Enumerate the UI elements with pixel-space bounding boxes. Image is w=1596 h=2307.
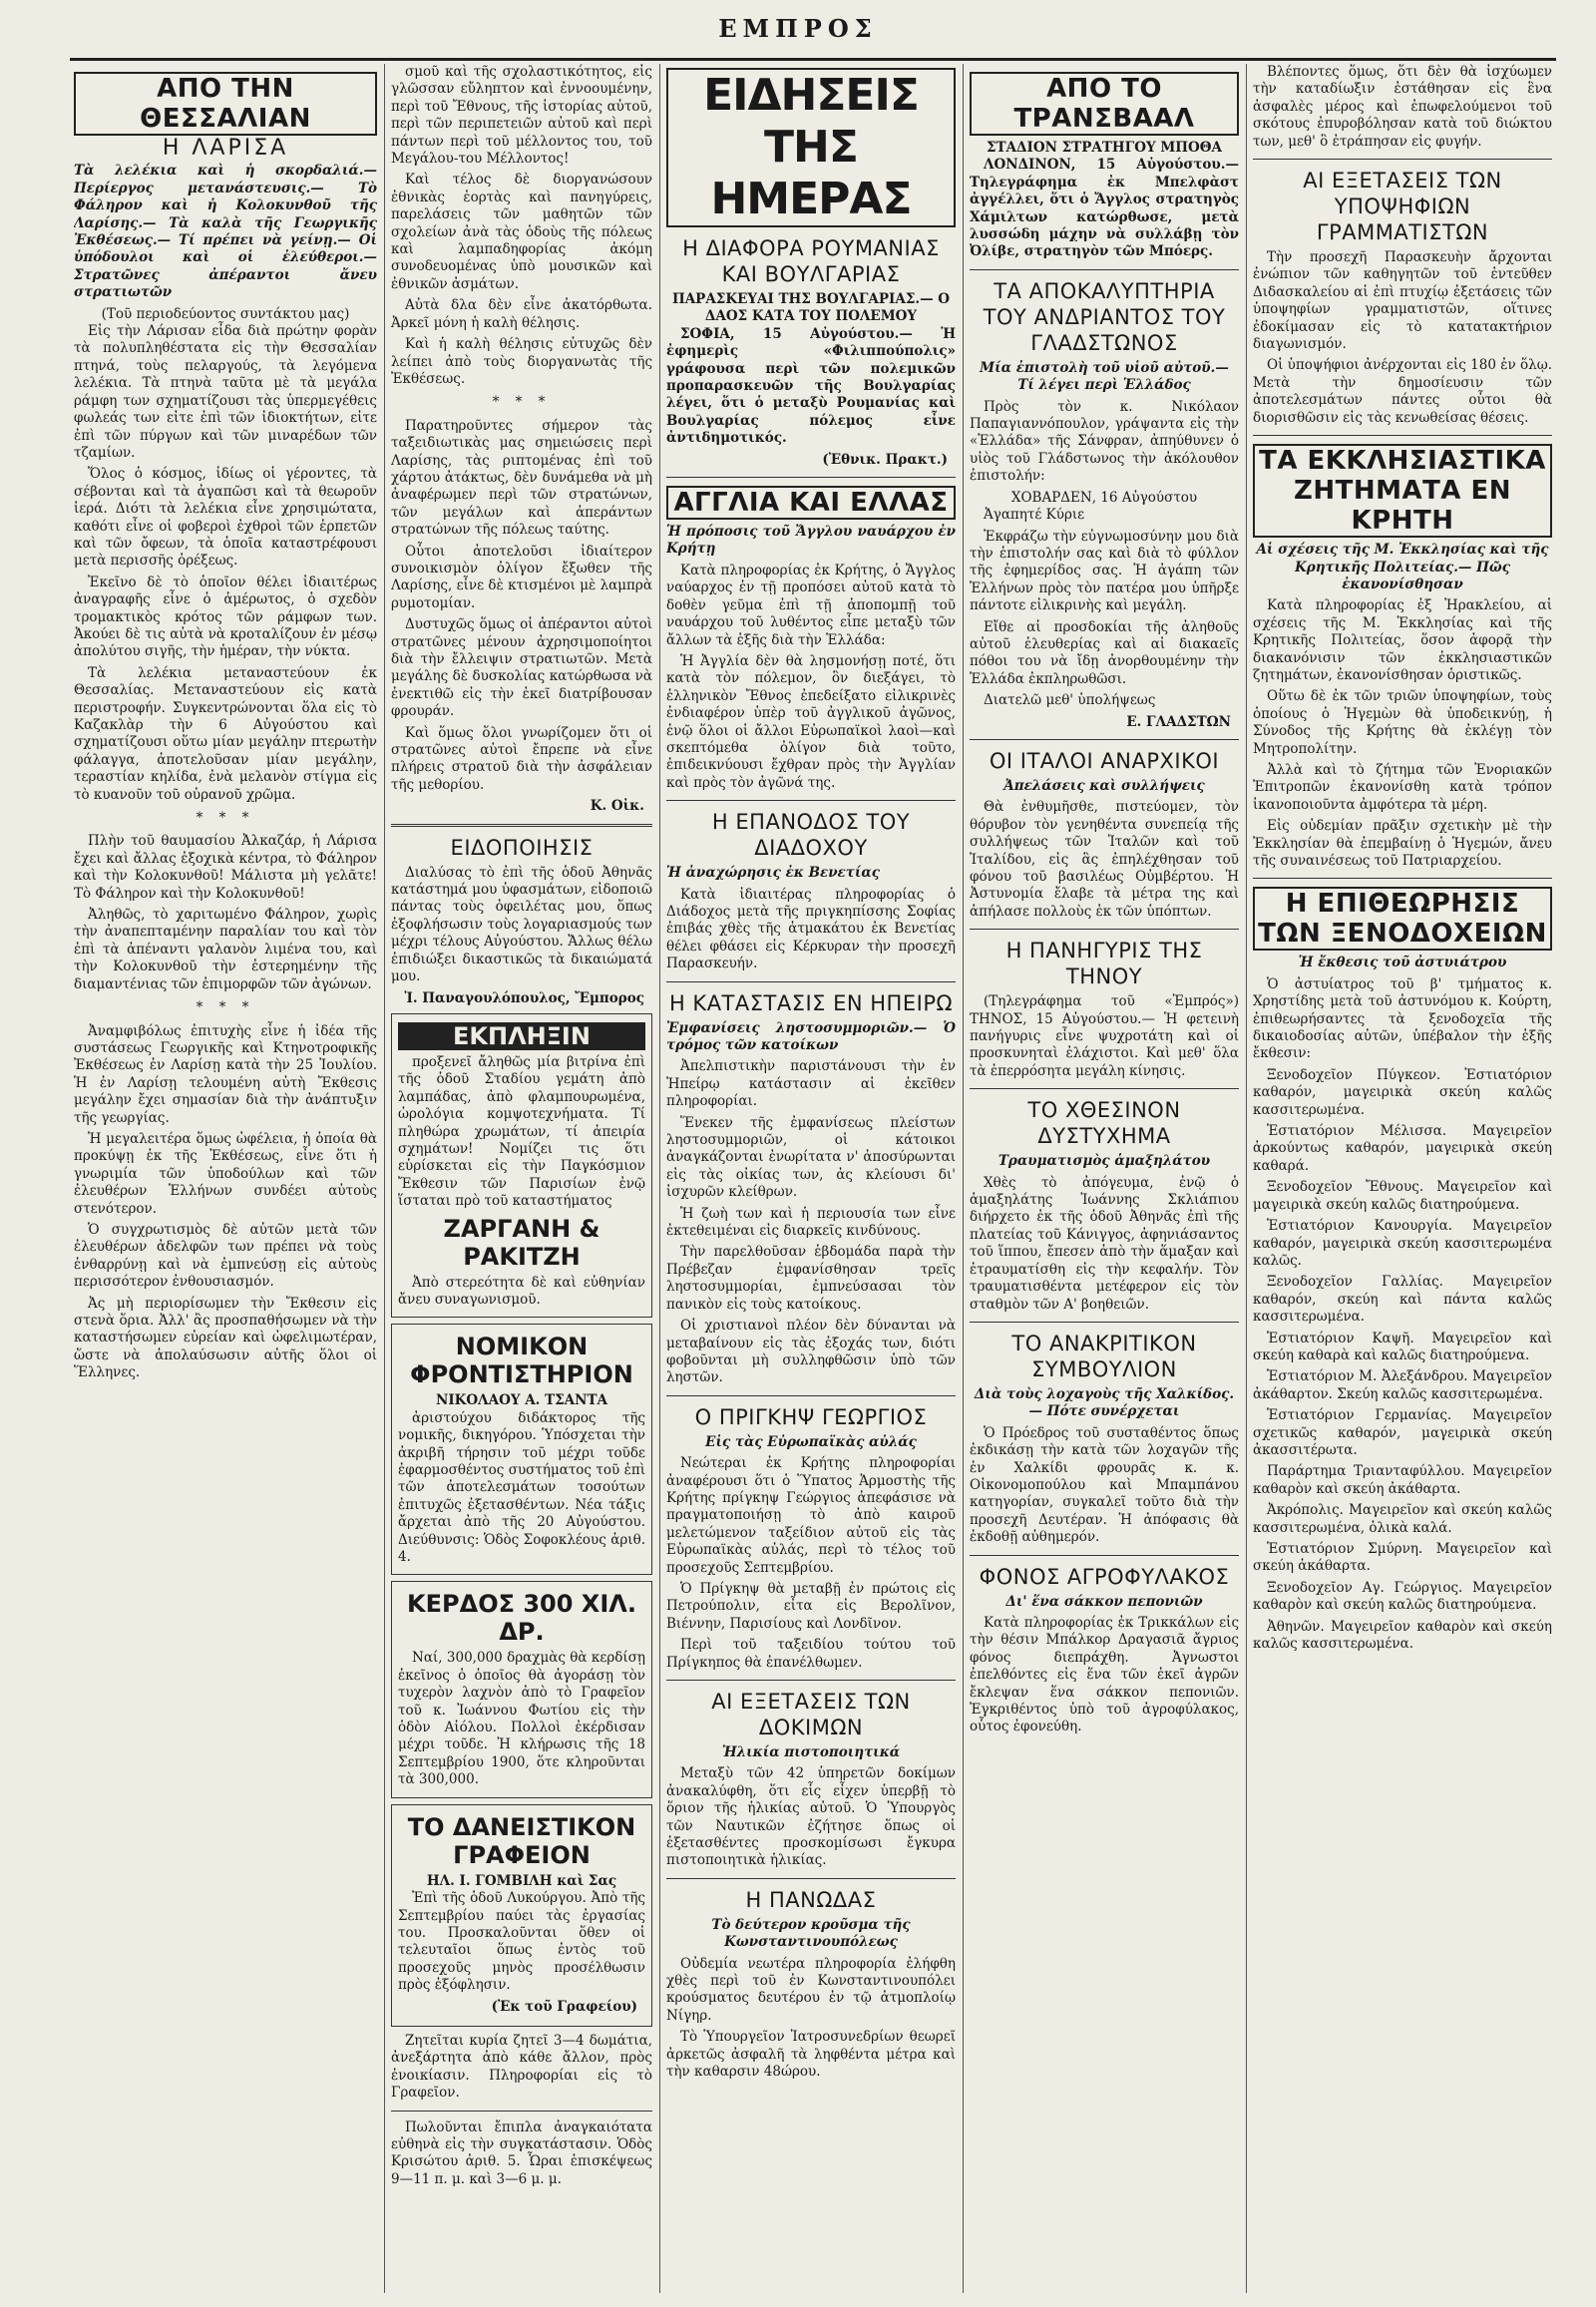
ad-subtitle: ΗΛ. Ι. ΓΟΜΒΙΛΗ καὶ Σας [426, 1872, 617, 1889]
hotel-entry: Ἑστιατόριον Μ. Ἀλεξάνδρου. Μαγειρεῖον ἀκάθαρτον. Σκεύη καλῶς κασσιτερωμένα. [1253, 1368, 1552, 1402]
ad-text: Ἀπὸ στερεότητα δὲ καὶ εὐθηνίαν ἄνευ συναγωνισμοῦ. [398, 1274, 645, 1308]
divider [970, 1322, 1239, 1323]
article-text: Ἕνεκεν τῆς ἐμφανίσεως πλείστων ληστοσυμμοριῶν, οἱ κάτοικοι ἀναγκάζονται ἐνωρίτατα ν' ἀποσύρωνται εἰς τὰς οἰκίας των, ἀς κλείουσι δι' ἰσχυρῶν κλείθρων. [666, 1114, 956, 1201]
column-2 [391, 64, 652, 2293]
hotel-entry: Ἀθηνῶν. Μαγειρεῖον καθαρὸν καὶ σκεύη καλῶς κασσιτερωμένα. [1253, 1618, 1552, 1653]
separator: * * * [196, 810, 255, 827]
advertisement-law-school [391, 1324, 652, 1575]
article-lead: Τὸ δεύτερον κροῦσμα τῆς Κωνσταντινουπόλεως [711, 1916, 911, 1951]
article-text: Οὐδεμία νεωτέρα πληροφορία ἐλήφθη χθὲς περὶ τοῦ ἐν Κωνσταντινουπόλει κρούσματος δευτέρου ἐν τῷ ἀτμοπλοίῳ Νίγηρ. [666, 1955, 956, 2024]
paragraph: Καὶ τέλος δὲ διοργανώσουν ἐθνικὰς ἑορτὰς καὶ πανηγύρεις, παρελάσεις τῶν μαθητῶν τῶν σχολείων ἀνὰ τὰς ὁδοὺς τῆς πόλεως καὶ λαμπαδηφορίας ἀκόμη συνοδευομένας ὑπὸ μουσικῶν καὶ ἐθνικῶν ἀσμάτων. [391, 172, 652, 292]
ad-title: ΚΕΡΔΟΣ 300 ΧΙΛ. ΔΡ. [407, 1590, 636, 1647]
article-text: Περὶ τοῦ ταξειδίου τούτου τοῦ Πρίγκηπος θὰ ἐπανέλθωμεν. [666, 1637, 956, 1671]
ad-title: ΤΟ ΔΑΝΕΙΣΤΙΚΟΝ ΓΡΑΦΕΙΟΝ [407, 1812, 636, 1869]
column-1 [74, 64, 377, 2293]
divider [666, 477, 956, 478]
newspaper-name: ΕΜΠΡΟΣ [718, 14, 878, 43]
article-heading: ΤΟ ΧΘΕΣΙΝΟΝ ΔΥΣΤΥΧΗΜΑ [1027, 1098, 1181, 1149]
article-text: Τὴν παρελθοῦσαν ἑβδομάδα παρὰ τὴν Πρέβεζαν ἐμφανίσθησαν τρεῖς ληστοσυμμορίαι, ἐμπνεύσασαι τὸν πανικὸν εἰς τοὺς κατοίκους. [666, 1244, 956, 1313]
masthead [0, 0, 1596, 58]
paragraph: Βλέποντες ὅμως, ὅτι δὲν θὰ ἰσχύωμεν τὴν καταδίωξιν ἐστάθησαν εἰς ἓνα ἀσφαλὲς μέρος καὶ ἐπωφελούμενοι τοῦ σκότους ἐπυροβόλησαν κατὰ τοῦ διώκτου των, μεθ' ὃ ἐτράπησαν εἰς φυγήν. [1253, 64, 1552, 150]
article-text: Μεταξὺ τῶν 42 ὑπηρετῶν δοκίμων ἀνακαλύφθη, ὅτι εἷς εἶχεν ὑπερβῇ τὸ ὅριον τῆς ἡλικίας αὐτοῦ. Ὁ Ὑπουργὸς τῶν Ναυτικῶν ἐζήτησε ὅπως οἱ ἐξετασθέντες προσκομίσωσι ἔγκυρα πιστοποιητικὰ ἡλικίας. [666, 1765, 956, 1869]
article-text: Εἰς οὐδεμίαν πρᾶξιν σχετικὴν μὲ τὴν Ἐκκλησίαν θὰ ἐπεμβαίνῃ ὁ Ἡγεμών, ἄνευ τῆς συναινέσεως τοῦ Πατριαρχείου. [1253, 818, 1552, 869]
article-text: Ἀπελπιστικὴν παριστάνουσι τὴν ἐν Ἠπείρῳ κατάστασιν αἱ ἐκεῖθεν πληροφορίαι. [666, 1058, 956, 1110]
ad-title: ΖΑΡΓΑΝΗ & ΡΑΚΙΤΖΗ [443, 1214, 600, 1271]
article-lead: Ἡ ἀναχώρησις ἐκ Βενετίας [666, 865, 880, 882]
article-heading: ΦΟΝΟΣ ΑΓΡΟΦΥΛΑΚΟΣ [979, 1564, 1230, 1589]
paragraph: Ὅλος ὁ κόσμος, ἰδίως οἱ γέροντες, τὰ σέβονται καὶ τὰ ἀγαπῶσι καὶ τὰ θεωροῦν ἱερά. Διότι τὰ λελέκια εἶνε χρησιμώτατα, καθότι εἶνε οἱ φοβεροὶ ἐχθροὶ τῶν ἑρπετῶν καὶ τῶν ὄφεων, τὰ ὁποῖα καταστρέφουσι μετὰ περισσῆς ὀρέξεως. [74, 466, 377, 570]
article-lead: Μία ἐπιστολὴ τοῦ υἱοῦ αὐτοῦ.— Τί λέγει περὶ Ἑλλάδος [980, 359, 1229, 394]
article-heading: Η ΕΠΑΝΟΔΟΣ ΤΟΥ ΔΙΑΔΟΧΟΥ [711, 810, 911, 861]
divider [970, 739, 1239, 740]
paragraph: Αὐτὰ δλα δὲν εἶνε ἀκατόρθωτα. Ἀρκεῖ μόνη ἡ καλὴ θέλησις. [391, 297, 652, 331]
paragraph: Ἐκεῖνο δὲ τὸ ὁποῖον θέλει ἰδιαιτέρως ἀναγραφῆς εἶνε ὁ ἀμέρωτος, ὁ σχεδὸν τρομακτικὸς κρότος τῶν ράμφων των. Ἀκούει δὲ τις αὐτὰ νὰ κροταλίζουν ἐν μέσῳ ἀπολύτου σιγῆς, τὴν ἡμέραν, τὴν νύκτα. [74, 574, 377, 660]
article-text: Κατὰ πληροφορίας ἐκ Κρήτης, ὁ Ἄγγλος ναύαρχος ἐν τῇ προπόσει αὐτοῦ κατὰ τὸ δοθὲν γεῦμα ἐπὶ τῇ ἀποπομπῇ τοῦ ναυάρχου τοῦ λυθέντος εἶπε μεταξὺ τῶν ἄλλων τὰ ἑξῆς διὰ τὴν Ἑλλάδα: [666, 562, 956, 648]
article-heading: ΑΠΟ ΤΟ ΤΡΑΝΣΒΑΑΛ [970, 72, 1239, 136]
article-text: Κατὰ ἰδιαιτέρας πληροφορίας ὁ Διάδοχος μετὰ τῆς πριγκηπίσσης Σοφίας ἐπιβάς χθὲς τῆς ἀτμακάτου ἐκ Βενετίας θέλει φθάσει εἰς Κέρκυραν τὴν προσεχῆ Παρασκευήν. [666, 886, 956, 972]
hotel-entry: Ξενοδοχεῖον Γαλλίας. Μαγειρεῖον καθαρόν, σκεύη καὶ πάντα καλῶς κασσιτερωμένα. [1253, 1274, 1552, 1326]
letter-signature: Ε. ΓΛΑΔΣΤΩΝ [1126, 713, 1231, 730]
article-text: ΛΟΝΔΙΝΟΝ, 15 Αὐγούστου.— Τηλεγράφημα ἐκ Μπελφὰστ ἀγγέλλει, ὅτι ὁ Ἄγγλος στρατηγὸς Χάμιλτων κατώρθωσε, μετὰ λυσσώδη μάχην νὰ συλλάβῃ τὸν Ὀλίβε, στρατηγὸν τῶν Μπόερς. [970, 157, 1239, 260]
hotel-entry: Ἑστιατόριον Καψῆ. Μαγειρεῖον καὶ σκεύη καθαρὰ καὶ καλῶς διατηρούμενα. [1253, 1330, 1552, 1363]
paragraph: Ὁ συγχρωτισμὸς δὲ αὐτῶν μετὰ τῶν ἐλευθέρων ἀδελφῶν των πρέπει νὰ τοὺς ἐνθαρρύνῃ καὶ νὰ ἐμπνεύσῃ εἰς αὐτοὺς περισσότερον ἐνθουσιασμόν. [74, 1221, 377, 1291]
divider [1253, 435, 1552, 436]
article-text: Ἡ ζωὴ των καὶ ἡ περιουσία των εἶνε ἐκτεθειμέναι εἰς διαρκεῖς κινδύνους. [666, 1205, 956, 1240]
notice-signature: Ἰ. Παναγουλόπουλος, Ἔμπορος [404, 989, 644, 1006]
article-heading: ΤΑ ΑΠΟΚΑΛΥΠΤΗΡΙΑ ΤΟΥ ΑΝΔΡΙΑΝΤΟΣ ΤΟΥ ΓΛΑΔΣΤΩΝΟΣ [983, 278, 1226, 355]
hotel-entry: Ἑστιατόριον Κανουργία. Μαγειρεῖον καθαρόν, μαγειρικὰ σκεύη κασσιτερωμένα καλῶς. [1253, 1218, 1552, 1269]
article-lead: ΠΑΡΑΣΚΕΥΑΙ ΤΗΣ ΒΟΥΛΓΑΡΙΑΣ.— Ο ΔΑΟΣ ΚΑΤΑ ΤΟΥ ΠΟΛΕΜΟΥ [671, 291, 951, 325]
notice-heading: ΕΙΔΟΠΟΙΗΣΙΣ [450, 835, 594, 860]
divider [970, 1555, 1239, 1556]
divider [666, 1878, 956, 1879]
article-lead: Ἠλικία πιστοποιητικά [721, 1744, 901, 1760]
article-subheading-larisa: Η ΛΑΡΙΣΑ [162, 136, 289, 161]
dateline: ΧΟΒΑΡΔΕΝ, 16 Αὐγούστου [1010, 489, 1198, 506]
paragraph: Εἰς τὴν Λάρισαν εἶδα διὰ πρώτην φορὰν τὰ πολυπληθέστατα εἰς τὴν Θεσσαλίαν πτηνά, τοὺς πελαργούς, τὰ λεγόμενα λελέκια. Τὰ πτηνὰ ταῦτα μὲ τὰ μεγάλα ράμφη των σχηματίζουσι τὰς ὑπερμεγέθεις φωλεάς των εἰτε ἐπὶ τῶν ἰδιοκτήτων, εἰτε ἐπὶ τῶν πύργων καὶ τῶν μιναρέδων τῶν τζαμίων. [74, 323, 377, 461]
article-text: Ἡ Ἀγγλία δὲν θὰ λησμονήσῃ ποτέ, ὅτι κατὰ τὸν πόλεμον, ὃν διεξάγει, τὸ ἑλληνικὸν Ἔθνος ἐπεδείξατο εἰλικρινὲς ἐνδιαφέρον ὑπὲρ τοῦ ἀγγλικοῦ ἀγῶνος, ἐνῷ ὅλοι οἱ ἄλλοι Εὐρωπαϊκοὶ λαοὶ—καὶ σκεπτόμεθα ὀλίγον διὰ τοῦτο, ἐπιδεικνύουσι ἔχθραν πρὸς τὴν Ἀγγλίαν καὶ πρὸς τὸν ἀγῶνά της. [666, 652, 956, 791]
article-lead: Τραυματισμὸς ἁμαξηλάτου [998, 1153, 1211, 1170]
article-text: Νεώτεραι ἐκ Κρήτης πληροφορίαι ἀναφέρουσι ὅτι ὁ Ὕπατος Ἁρμοστὴς τῆς Κρήτης πρίγκηψ Γεώργιος ἀπεφάσισε νὰ πραγματοποιήσῃ τὸ ἀπὸ καιροῦ μελετώμενον ταξείδιον αὐτοῦ εἰς τὰς Εὐρωπαϊκὰς αὐλάς, περὶ τὸ τέλος τοῦ προσεχοῦς Σεπτεμβρίου. [666, 1455, 956, 1576]
article-lead: Εἰς τὰς Εὐρωπαϊκὰς αὐλάς [705, 1433, 917, 1450]
divider [391, 824, 652, 827]
article-text: Ἀγαπητέ Κύριε [984, 507, 1085, 524]
article-text: Ἀλλὰ καὶ τὸ ζήτημα τῶν Ἐνοριακῶν Ἐπιτροπῶν ἐκανονίσθη κατὰ τρόπον ἱκανοποιοῦντα ἀμφότερα τὰ μέρη. [1253, 761, 1552, 813]
article-text: Ὁ Πρόεδρος τοῦ συσταθέντος ὅπως ἐκδικάσῃ τὴν κατὰ τῶν λοχαγῶν τῆς ἐν Χαλκίδι φρουρᾶς κ. κ. Οἰκονομοπούλου καὶ Μπαμπάνου κατηγορίαν, συγκαλεῖ τοῦτο διὰ τὴν προσεχῆ Δευτέραν. Ἡ ἀπόφασις θὰ ἐκδοθῇ αὐθημερόν. [970, 1424, 1239, 1546]
article-heading: ΤΑ ΕΚΚΛΗΣΙΑΣΤΙΚΑ ΖΗΤΗΜΑΤΑ ΕΝ ΚΡΗΤΗ [1253, 444, 1552, 538]
paragraph: σμοῦ καὶ τῆς σχολαστικότητος, εἰς γλῶσσαν εὔληπτον καὶ ἐννοουμένην, περὶ τοῦ Ἔθνους, τῆς ἱστορίας αὐτοῦ, περὶ τῶν περιπετειῶν αὐτοῦ καὶ περὶ πάντων περὶ τοῦ μέλλοντος του, τοῦ Μεγάλου-του Μέλλοντος! [391, 64, 652, 168]
column-3 [666, 64, 956, 2293]
separator: * * * [492, 394, 552, 411]
article-heading: ΤΟ ΑΝΑΚΡΙΤΙΚΟΝ ΣΥΜΒΟΥΛΙΟΝ [1011, 1331, 1197, 1381]
article-text: Τὸ Ὑπουργεῖον Ἰατροσυνεδρίων θεωρεῖ ἀρκετῶς ἀσφαλῆ τὰ ληφθέντα μέτρα καὶ τὴν καθαρσιν 48ώρου. [666, 2029, 956, 2081]
article-text: ΣΟΦΙΑ, 15 Αὐγούστου.— Ἡ ἐφημερὶς «Φιλιππούπολις» γράφουσα περὶ τῶν πολεμικῶν προπαρασκευῶν τῆς Βουλγαρίας λέγει, ὅτι ὁ μεταξὺ Ρουμανίας καὶ Βουλγαρίας πόλεμος εἶνε ἀντιδημοτικός. [666, 325, 956, 447]
ad-title: ΕΚΠΛΗΞΙΝ [398, 1022, 645, 1050]
article-heading-thessaly: ΑΠΟ ΤΗΝ ΘΕΣΣΑΛΙΑΝ [74, 72, 377, 136]
article-heading: Η ΠΑΝΗΓΥΡΙΣ ΤΗΣ ΤΗΝΟΥ [1005, 939, 1203, 989]
article-text: Ὁ Πρίγκηψ θὰ μεταβῇ ἐν πρώτοις εἰς Πετρούπολιν, εἶτα εἰς Βερολῖνον, Βιέννην, Παρισίους καὶ Λονδῖνον. [666, 1580, 956, 1632]
article-text: Ἐκφράζω τὴν εὐγνωμοσύνην μου διὰ τὴν ἐπιστολήν σας καὶ διὰ τὸ φύλλον τῆς ἐφημερίδος σας. Ἡ ἀγάπη τῶν Ἑλλήνων πρὸς τὸν πατέρα μου ὑπῆρξε πάντοτε εἰλικρινὴς καὶ μεγάλη. [970, 528, 1239, 614]
ad-text: ἀριστούχου διδάκτορος τῆς νομικῆς, δικηγόρου. Ὑπόσχεται τὴν ἀκριβῆ τήρησιν τοῦ μέχρι τοῦδε ἐφαρμοσθέντος συστήματος τοῦ ἐπὶ τῶν ἀποτελεσμάτων τοσούτων ἐπιτυχῶς ἐξετασθέντων. Νέα τάξις ἄρχεται ἀπὸ τῆς 20 Αὐγούστου. Διεύθυνσις: Ὁδὸς Σοφοκλέους ἀριθ. 4. [398, 1409, 645, 1566]
ad-text: Ἐπὶ τῆς ὁδοῦ Λυκούργου. Ἀπὸ τῆς Σεπτεμβρίου παύει τὰς ἐργασίας του. Προσκαλοῦνται ὅθεν οἱ τελευταῖοι ὅπως ἐντὸς τοῦ προσεχοῦς μηνὸς προσέλθωσιν πρὸς ἐξόφλησιν. [398, 1890, 645, 1994]
column-rule [1246, 64, 1247, 2293]
article-heading: Η ΕΠΙΘΕΩΡΗΣΙΣ ΤΩΝ ΞΕΝΟΔΟΧΕΙΩΝ [1253, 887, 1552, 951]
author-signature: Κ. Οἰκ. [590, 798, 644, 815]
top-rule [70, 58, 1556, 61]
divider [1253, 878, 1552, 879]
article-heading: Η ΚΑΤΑΣΤΑΣΙΣ ΕΝ ΗΠΕΙΡΩ [668, 990, 954, 1015]
paragraph: Καὶ ὅμως ὅλοι γνωρίζομεν ὅτι οἱ στρατῶνες αὐτοὶ ἔπρεπε νὰ εἶνε πλήρεις στρατοῦ διὰ τὴν ἀσφάλειαν τῆς μεθορίου. [391, 724, 652, 793]
paragraph: Ἀς μὴ περιορίσωμεν τὴν Ἔκθεσιν εἰς στενὰ ὅρια. Ἀλλ' ἂς προσπαθήσωμεν νὰ τὴν καταστήσωμεν εὐρείαν καὶ ὠφελιμωτέραν, ὥστε νὰ ἀπολαύσωσιν αὐτῆς ὅλοι οἱ Ἕλληνες. [74, 1295, 377, 1381]
article-text: Διατελῶ μεθ' ὑπολήψεως [984, 692, 1156, 709]
article-lead: Ἀπελάσεις καὶ συλλήψεις [1003, 777, 1205, 794]
article-text: Κατὰ πληροφορίας ἐξ Ἡρακλείου, αἱ σχέσεις τῆς Μ. Ἐκκλησίας καὶ τῆς Κρητικῆς Πολιτείας, ὅσον ἀφορᾷ τὴν διακανόνισιν τῶν ἐκκλησιαστικῶν ζητημάτων, ἐκανονίσθησαν ὁριστικῶς. [1253, 597, 1552, 683]
paragraph: Παρατηροῦντες σήμερον τὰς ταξειδιωτικὰς μας σημειώσεις περὶ Λαρίσης, τὰς ριπτομένας ἐπὶ τοῦ χάρτου ἀτάκτως, δὲν δυνάμεθα νὰ μὴ ἀναφέρωμεν περὶ τῶν στρατώνων, τῶν μεγάλων καὶ ἀπεράντων στρατώνων τῆς πόλεως ταύτης. [391, 417, 652, 539]
column-4 [970, 64, 1239, 2293]
article-byline: (Τοῦ περιοδεύοντος συντάκτου μας) [101, 305, 350, 322]
small-ad: Ζητεῖται κυρία ζητεῖ 3—4 δωμάτια, ἀνεξάρτητα ἀπὸ κάθε ἄλλον, πρὸς ἐνοικίασιν. Πληροφορίαι εἰς τὸ Γραφεῖον. [391, 2032, 652, 2102]
ad-signature: (Ἐκ τοῦ Γραφείου) [491, 1998, 637, 2015]
article-lead: Αἱ σχέσεις τῆς Μ. Ἐκκλησίας καὶ τῆς Κρητικῆς Πολιτείας.— Πῶς ἐκανονίσθησαν [1256, 542, 1549, 592]
ad-subtitle: ΝΙΚΟΛΑΟΥ Α. ΤΣΑΝΤΑ [436, 1392, 607, 1409]
divider [1253, 159, 1552, 160]
article-source: (Ἐθνικ. Πρακτ.) [822, 451, 948, 468]
article-text: Τὴν προσεχῆ Παρασκευὴν ἄρχονται ἐνώπιον τῶν καθηγητῶν τοῦ ἐντεῦθεν Διδασκαλείου αἱ ἐπὶ πτυχίῳ ἐξετάσεις τῶν ὑποψηφίων γραμματιστῶν, οἵτινες ἐδοκίμασαν εἰς τὸ κατατακτήριον διαγωνισμόν. [1253, 249, 1552, 353]
article-heading: ΑΓΓΛΙΑ ΚΑΙ ΕΛΛΑΣ [666, 486, 956, 520]
paragraph: Οὗτοι ἀποτελοῦσι ἰδιαίτερον συνοικισμὸν ὀλίγον ἔξωθεν τῆς Λαρίσης, εἶνε δὲ κτισμένοι μὲ λαμπρὰ ρυμοτομίαν. [391, 543, 652, 611]
column-5 [1253, 64, 1552, 2293]
separator: * * * [196, 999, 255, 1016]
ad-title: ΝΟΜΙΚΟΝ ΦΡΟΝΤΙΣΤΗΡΙΟΝ [410, 1333, 633, 1389]
article-text: Ὁ ἀστυίατρος τοῦ β' τμήματος κ. Χρηστίδης μετὰ τοῦ ἀστυνόμου κ. Κούρτη, ἐπιθεωρήσαντες τὰ ξενοδοχεῖα τῆς δικαιοδοσίας αὐτῶν, ὑπέβαλον τὴν ἑξῆς ἔκθεσιν: [1253, 975, 1552, 1062]
column-rule [659, 64, 660, 2293]
divider [391, 2111, 652, 2112]
paragraph: Καὶ ἡ καλὴ θέλησις εὐτυχῶς δὲν λείπει ἀπὸ τοὺς διοργανωτὰς τῆς Ἐκθέσεως. [391, 336, 652, 387]
paragraph: Ἀναμφιβόλως ἐπιτυχὴς εἶνε ἡ ἰδέα τῆς συστάσεως Γεωργικῆς καὶ Κτηνοτροφικῆς Ἐκθέσεως ἐν Λαρίσῃ κατὰ τὴν 25 Ἰουλίου. Ἡ ἐν Λαρίσῃ τελουμένη αὐτὴ Ἔκθεσις μεγάλην ἔχει σημασίαν διὰ τὴν ἀνάπτυξιν τῆς γεωργίας. [74, 1022, 377, 1126]
paragraph: Πλὴν τοῦ θαυμασίου Ἀλκαζάρ, ἡ Λάρισα ἔχει καὶ ἄλλας ἐξοχικὰ κέντρα, τὸ Φάληρον καὶ τὴν Κολοκυνθοῦ! Μάλιστα μὴ γελᾶτε! Τὸ Φάληρον καὶ τὴν Κολοκυνθοῦ! [74, 833, 377, 902]
article-heading: ΑΙ ΕΞΕΤΑΣΕΙΣ ΤΩΝ ΥΠΟΨΗΦΙΩΝ ΓΡΑΜΜΑΤΙΣΤΩΝ [1303, 169, 1502, 245]
article-heading: ΑΙ ΕΞΕΤΑΣΕΙΣ ΤΩΝ ΔΟΚΙΜΩΝ [711, 1690, 911, 1739]
article-heading: Η ΔΙΑΦΟΡΑ ΡΟΥΜΑΝΙΑΣ ΚΑΙ ΒΟΥΛΓΑΡΙΑΣ [682, 236, 940, 286]
article-text: (Τηλεγράφημα τοῦ «Ἐμπρός») ΤΗΝΟΣ, 15 Αὐγούστου.— Ἡ φετεινὴ πανήγυρις εἶνε ψυχροτάτη καὶ οἱ προσκυνηταὶ ἐλάχιστοι. Καὶ μεθ' ὅλα τὰ ἐπερρόσητα μεγάλη κίνησις. [970, 993, 1239, 1079]
small-ad: Πωλοῦνται ἔπιπλα ἀναγκαιότατα εὐθηνὰ εἰς τὴν συγκατάστασιν. Ὁδὸς Κρισώτου ἀριθ. 5. Ὧραι ἐπισκέψεως 9—11 π. μ. καὶ 3—6 μ. μ. [391, 2118, 652, 2187]
advertisement-lending-office [391, 1804, 652, 2027]
ad-text: Ναί, 300,000 δραχμὰς θὰ κερδίσῃ ἐκεῖνος ὁ ὁποῖος θὰ ἀγοράσῃ τὸν τυχερὸν λαχνὸν ἀπὸ τὸ Γραφεῖον τοῦ κ. Ἰωάννου Φωτίου εἰς τὴν ὁδὸν Αἰόλου. Πολλοὶ ἐκέρδισαν μέχρι τοῦδε. Ἡ κλήρωσις τῆς 18 Σεπτεμβρίου 1900, ὅτε κληροῦνται τὰ 300,000. [398, 1650, 645, 1788]
divider [666, 1395, 956, 1396]
article-text: Οἱ ὑποψήφιοι ἀνέρχονται εἰς 180 ἐν ὅλῳ. Μετὰ τὴν δημοσίευσιν τῶν ἀποτελεσμάτων πάντες οὗτοι θὰ διορισθῶσιν εἰς τὰς κενωθείσας θέσεις. [1253, 357, 1552, 426]
paragraph: Τὰ λελέκια μεταναστεύουν ἐκ Θεσσαλίας. Μεταναστεύουν εἰς κατὰ περιστροφήν. Συγκεντρώνονται ὅλα εἰς τὸ Καζακλὰρ τὴν 6 Αὐγούστου καὶ σχηματίζουσι οὕτω μίαν μεγάλην πτερωτὴν φάλαγγα, ἀποτελοῦσαν μίαν μεγάλην, τεραστίαν κηλίδα, ἐνὰ μελανὸν στίγμα εἰς τὸ κυανοῦν τοῦ οὐρανοῦ χρῶμα. [74, 664, 377, 803]
article-lead: Διὰ τοὺς λοχαγοὺς τῆς Χαλκίδος.— Πότε συνέρχεται [974, 1385, 1235, 1420]
hotel-entry: Ξενοδοχεῖον Ἔθνους. Μαγειρεῖον καὶ μαγειρικὰ σκεύη καλῶς διατηρούμενα. [1253, 1179, 1552, 1213]
article-lead: ΣΤΑΔΙΟΝ ΣΤΡΑΤΗΓΟΥ ΜΠΟΘΑ [986, 140, 1223, 156]
divider [666, 981, 956, 982]
divider [970, 269, 1239, 270]
column-rule [963, 64, 964, 2293]
hotel-entry: Παράρτημα Τριανταφύλλου. Μαγειρεῖον καθαρὸν καὶ σκεύη ἀκάθαρτα. [1253, 1463, 1552, 1497]
divider [970, 929, 1239, 930]
hotel-entry: Ἀκρόπολις. Μαγειρεῖον καὶ σκεύη καλῶς κασσιτερωμένα, ὁλικὰ καλά. [1253, 1502, 1552, 1536]
article-text: Οἱ χριστιανοὶ πλέον δὲν δύνανται νὰ μεταβαίνουν εἰς τὰς ἐξοχάς των, διότι φοβοῦνται μὴ συλληφθῶσιν ὑπὸ τῶν ληστῶν. [666, 1318, 956, 1386]
column-rule [384, 64, 385, 2293]
article-lead: Δι' ἕνα σάκκον πεπονιῶν [1005, 1593, 1203, 1610]
article-text: Θὰ ἐνθυμῆσθε, πιστεύομεν, τὸν θόρυβον τὸν γενηθέντα συνεπείᾳ τῆς συλλήψεως τῶν Ἰταλῶν καὶ τοῦ Ἰταλίδου, εἰς ἃς ἐπηλέχθησαν τοῦ φόνου τοῦ βασιλέως Οὐμβέρτου. Ἡ Ἀστυνομία ἔλαβε τὰ μέτρα της καὶ ἀπήλασε πολλοὺς ἐκ τῶν ὑπόπτων. [970, 799, 1239, 920]
article-lead: Ἐμφανίσεις ληστοσυμμοριῶν.— Ὁ τρόμος τῶν κατοίκων [666, 1019, 956, 1053]
paragraph: Ἡ μεγαλειτέρα ὅμως ὠφέλεια, ἡ ὁποία θὰ προκύψῃ ἐκ τῆς Ἐκθέσεως, εἶνε ὅτι ἡ γνωριμία τῶν ὑποδούλων καὶ τῶν ἐλευθέρων Ἑλλήνων συνδέει αὐτοὺς στενότερον. [74, 1130, 377, 1217]
article-text: Πρὸς τὸν κ. Νικόλαον Παπαγιαννόπουλον, γράψαντα εἰς τὴν «Ἑλλάδα» τῆς Σάνφραν, ἀπηύθυνεν ὁ υἱὸς τοῦ Γλάδστωνος τὴν ἀκόλουθον ἐπιστολήν: [970, 398, 1239, 485]
advertisement-zargani [391, 1013, 652, 1318]
article-text: Εἴθε αἱ προσδοκίαι τῆς ἀληθοῦς αὐτοῦ ἐλευθερίας καὶ αἱ διακαεῖς πόθοι του νὰ ἴδῃ ἀνορθουμένην τὴν Ἑλλάδα ἐκπληρωθῶσι. [970, 618, 1239, 687]
divider [666, 800, 956, 801]
article-lead: Ἡ ἔκθεσις τοῦ ἀστυιάτρου [1298, 955, 1507, 971]
hotel-entry: Ἑστιατόριον Μέλισσα. Μαγειρεῖον ἀρκούντως καθαρόν, μαγειρικὰ σκεύη καθαρά. [1253, 1123, 1552, 1174]
article-heading: ΟΙ ΙΤΑΛΟΙ ΑΝΑΡΧΙΚΟΙ [989, 748, 1220, 773]
hotel-entry: Ἑστιατόριον Γερμανίας. Μαγειρεῖον σχετικῶς καθαρόν, μαγειρικὰ σκεύη ἀκασσιτέρωτα. [1253, 1407, 1552, 1458]
hotel-entry: Ξενοδοχεῖον Αγ. Γεώργιος. Μαγειρεῖον καθαρὸν καὶ σκεύη καλῶς διατηρούμενα. [1253, 1579, 1552, 1614]
hotel-entry: Ἑστιατόριον Σμύρνη. Μαγειρεῖον καὶ σκεύη ἀκάθαρτα. [1253, 1541, 1552, 1575]
article-heading: Η ΠΑΝΩΔΑΣ [745, 1887, 877, 1912]
article-lead: Ἡ πρόποσις τοῦ Ἄγγλου ναυάρχου ἐν Κρήτῃ [666, 524, 956, 558]
article-text: Κατὰ πληροφορίας ἐκ Τρικκάλων εἰς τὴν θέσιν Μπάλκορ Δραγασιᾶ ἄγριος φόνος διεπράχθη. Ἀγνωστοι ἐπελθόντες εἰς ἕνα τῶν ἐκεῖ ἀγρῶν ἔκλεψαν ἕνα σάκκον πεπονιῶν. Ἐγκριθέντος ὑπὸ τοῦ ἀγροφύλακος, οὗτος ἐφονεύθη. [970, 1614, 1239, 1735]
paragraph: Ἀληθῶς, τὸ χαριτωμένο Φάληρον, χωρὶς τὴν ἀναπεπταμένην παραλίαν του καὶ τὸν ἐπὶ τὰ ἀπέναντι γαλανὸν λιμένα του, καὶ τὴν Κολοκυνθοῦ τὴν ἐστερημένην τῆς διαμαντένιας τῶν ἐπιμορφῶν τῶν ἀγώνων. [74, 907, 377, 992]
section-title: ΕΙΔΗΣΕΙΣ ΤΗΣ ΗΜΕΡΑΣ [666, 68, 956, 227]
article-heading: Ο ΠΡΙΓΚΗΨ ΓΕΩΡΓΙΟΣ [694, 1404, 928, 1429]
ad-text: προξενεῖ ἄληθῶς μία βιτρίνα ἐπὶ τῆς ὁδοῦ Σταδίου γεμάτη ἀπὸ λαμπάδας, ἀπὸ φλαμπουρωμένα, ὡρολόγια κομψοτεχνήματα. Τί πληθώρα χρωμάτων, τί ἀπειρία σχημάτων! Νομίζει τις ὅτι εὑρίσκεται εἰς τὴν Παγκόσμιον Ἔκθεσιν τῶν Παρισίων ἐνῷ ἵσταται πρὸ τοῦ καταστήματος [398, 1053, 645, 1210]
article-text: Οὕτω δὲ ἐκ τῶν τριῶν ὑποψηφίων, τοὺς ὁποίους ὁ Ἡγεμὼν θὰ ὑποδεικνύῃ, ἡ Σύνοδος τῆς Κρήτης θὰ ἐκλέγῃ τὸν Μητροπολίτην. [1253, 688, 1552, 757]
paragraph: Δυστυχῶς ὅμως οἱ ἀπέραντοι αὐτοὶ στρατῶνες μένουν ἀχρησιμοποίητοι διὰ τὴν ἔλλειψιν στρατιωτῶν. Μετὰ μεγάλης δὲ δυσκολίας κατώρθωσα νὰ ἐνεκτιθῶ εἰς τὴν ἐκεῖ διατρίβουσαν φρουράν. [391, 616, 652, 720]
notice-text: Διαλύσας τὸ ἐπὶ τῆς ὁδοῦ Ἀθηνᾶς κατάστημά μου ὑφασμάτων, εἰδοποιῶ πάντας τοὺς ὀφειλέτας μου, ὅπως ἐξοφλήσωσιν τοὺς λογαριασμούς των μέχρι τέλους Αὐγούστου. Ἄλλως θέλω ἐπιδιώξει δικαστικῶς τὰ δικαιώματά μου. [391, 864, 652, 985]
hotel-entry: Ξενοδοχεῖον Πύγκεον. Ἑστιατόριον καθαρόν, μαγειρικὰ σκεύη καλῶς κασσιτερωμένα. [1253, 1066, 1552, 1118]
divider [666, 1680, 956, 1681]
advertisement-lottery [391, 1581, 652, 1797]
article-summary: Τὰ λελέκια καὶ ἡ σκορδαλιά.— Περίεργος μετανάστευσις.— Τὸ Φάληρον καὶ ἡ Κολοκυνθοῦ τῆς Λαρίσης.— Τὰ καλὰ τῆς Γεωργικῆς Ἐκθέσεως.— Τί πρέπει νὰ γείνῃ.— Οἱ ὑπόδουλοι καὶ οἱ ἐλεύθεροι.— Στρατῶνες ἀπέραντοι ἄνευ στρατιωτῶν [74, 163, 377, 301]
divider [970, 1088, 1239, 1089]
article-text: Χθὲς τὸ ἀπόγευμα, ἐνῷ ὁ ἁμαξηλάτης Ἰωάννης Σκλιάπιου διήρχετο ἐκ τῆς ὁδοῦ Ἀθηνᾶς ἐπὶ τῆς πλατείας τοῦ Κάνιγγος, ἀφηνιάσαντος τοῦ ἵππου, ἔπεσεν ἀπὸ τὴν ἅμαξαν καὶ ἐτραυματίσθη εἰς τὴν κεφαλήν. Τὸν τραυματισθέντα μετέφερον εἰς τὸν σταθμὸν τῶν Α' βοηθειῶν. [970, 1174, 1239, 1313]
